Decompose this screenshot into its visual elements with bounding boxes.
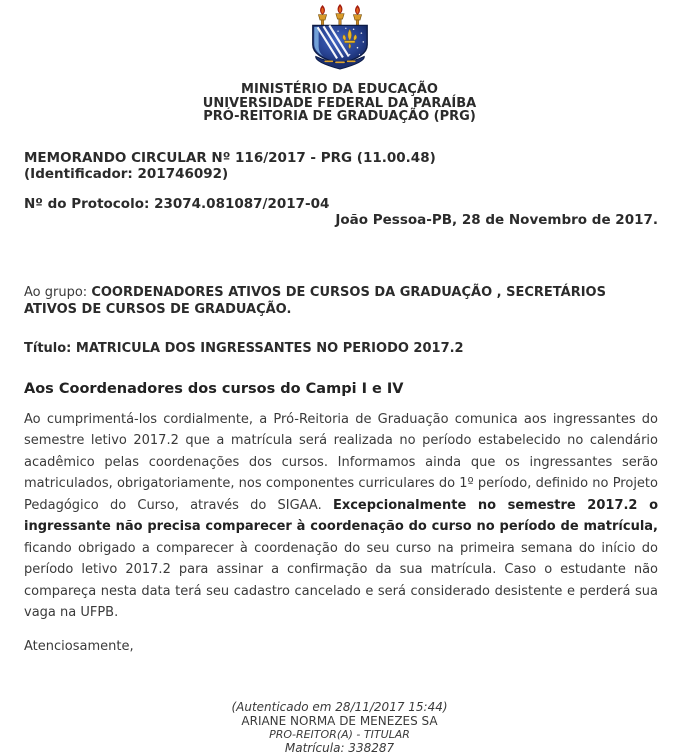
- signature-authentication: (Autenticado em 28/11/2017 15:44): [0, 701, 679, 715]
- salutation-line: Aos Coordenadores dos cursos do Campi I e IV: [24, 380, 658, 398]
- place-date-line: João Pessoa-PB, 28 de Novembro de 2017.: [24, 212, 658, 228]
- torch-icons: [318, 4, 361, 26]
- signature-name: ARIANE NORMA DE MENEZES SA: [0, 715, 679, 729]
- signature-role: PRO-REITOR(A) - TITULAR: [0, 728, 679, 742]
- shield-icon: [312, 25, 366, 63]
- org-header-prorectory: PRÓ-REITORIA DE GRADUAÇÃO (PRG): [0, 110, 679, 124]
- signature-block: [0, 701, 679, 755]
- org-header-university: UNIVERSIDADE FEDERAL DA PARAÍBA: [0, 97, 679, 111]
- memo-identifier-line: (Identificador: 201746092): [24, 166, 655, 182]
- body-text-part3: ficando obrigado a comparecer à coordenação do seu curso na primeira semana do início do período letivo 2017.2 para assinar a confirmação da sua matrícula. Caso o estudante não compareça nesta data terá seu cadastro cancelado e será considerado desistente e perderá sua vaga na UFPB.: [24, 541, 658, 621]
- memo-subject-line: MEMORANDO CIRCULAR Nº 116/2017 - PRG (11.00.48): [24, 150, 655, 166]
- memo-head: [24, 150, 655, 182]
- body-text-part1: Ao cumprimentá-los cordialmente, a Pró-Reitoria de Graduação comunica aos ingressantes do semestre letivo 2017.2 que a matrícula será realizada no período estabelecido no calendário acadêmico pelas coordenações dos cursos. Informamos ainda que os ingressantes serão matriculados, obrigatoriamente, nos componentes curriculares do 1º período, definido no Projeto Pedagógico do Curso, através do SIGAA.: [24, 412, 658, 513]
- logo-container: [0, 0, 679, 70]
- org-header-ministry: MINISTÉRIO DA EDUCAÇÃO: [0, 83, 679, 97]
- recipients-value: COORDENADORES ATIVOS DE CURSOS DA GRADUAÇÃO , SECRETÁRIOS ATIVOS DE CURSOS DE GRADUAÇÃO.: [24, 285, 606, 317]
- org-header: [0, 83, 679, 124]
- recipients-line: [24, 284, 658, 318]
- body-text-bold-highlight: Excepcionalmente no semestre 2017.2 o ingressante não precisa comparecer à coordenação do curso no período de matrícula,: [24, 498, 658, 535]
- signature-registration: Matrícula: 338287: [0, 742, 679, 755]
- recipients-label: Ao grupo:: [24, 285, 91, 300]
- closing-line: Atenciosamente,: [24, 636, 658, 658]
- ufpb-coat-of-arms-icon: [302, 4, 378, 72]
- protocol-number: Nº do Protocolo: 23074.081087/2017-04: [24, 196, 655, 212]
- body-paragraph: [24, 409, 658, 624]
- memo-title-line: Título: MATRICULA DOS INGRESSANTES NO PERIODO 2017.2: [24, 340, 658, 357]
